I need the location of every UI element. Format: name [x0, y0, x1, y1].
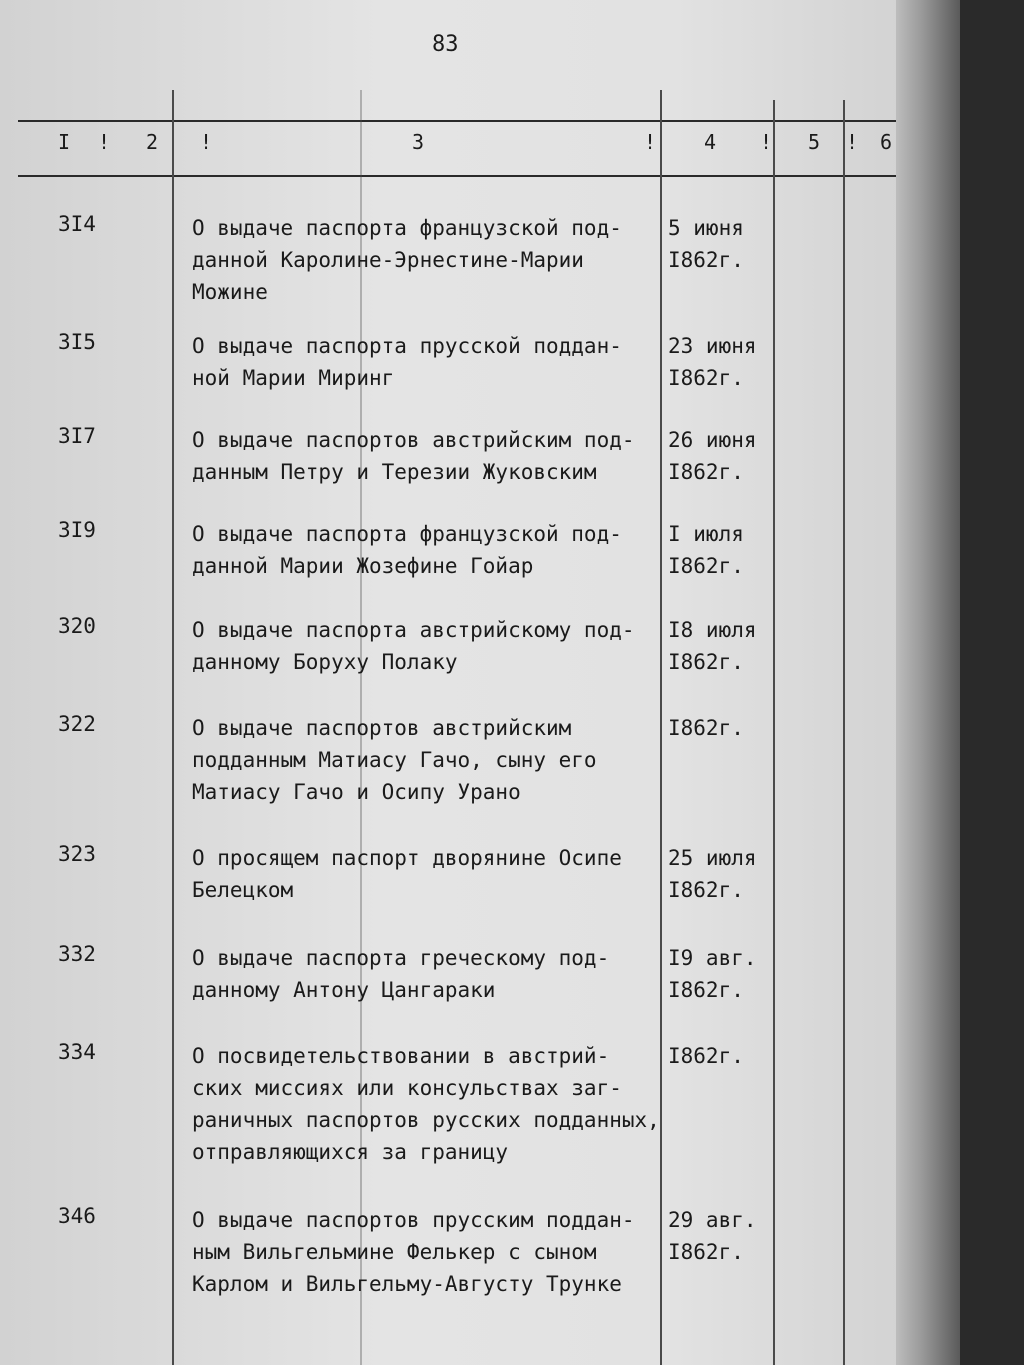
entry-title	[192, 330, 692, 394]
entry-date-line: I8 июля	[668, 618, 757, 642]
entry-date-line: I9 авг.	[668, 946, 757, 970]
entry-number: 3I4	[58, 212, 96, 236]
entry-number: 346	[58, 1204, 96, 1228]
entry-date-line: 23 июня	[668, 334, 757, 358]
entry-date	[668, 842, 757, 906]
page-number: 83	[432, 32, 459, 57]
entry-date-line: 5 июня	[668, 216, 744, 240]
header-col-5: 5	[808, 130, 821, 154]
entry-number: 322	[58, 712, 96, 736]
entry-title-line: О выдаче паспортов австрийским	[192, 716, 572, 740]
entry-date-line: I862г.	[668, 1240, 744, 1264]
entry-title-line: О выдаче паспортов австрийским под-	[192, 428, 635, 452]
entry-title-line: О выдаче паспорта прусской поддан-	[192, 334, 622, 358]
entry-title-line: Карлом и Вильгельму-Августу Трунке	[192, 1272, 622, 1296]
entry-date	[668, 712, 744, 744]
entry-title-line: данному Антону Цангараки	[192, 978, 496, 1002]
entry-title-line: отправляющихся за границу	[192, 1140, 509, 1164]
header-sep: !	[760, 130, 773, 154]
entry-date	[668, 212, 744, 276]
header-sep: !	[200, 130, 213, 154]
entry-date-line: I862г.	[668, 716, 744, 740]
entry-title-line: Матиасу Гачо и Осипу Урано	[192, 780, 521, 804]
entry-title-line: О выдаче паспорта французской под-	[192, 522, 622, 546]
entry-title	[192, 1040, 692, 1168]
entry-title-line: О выдаче паспорта французской под-	[192, 216, 622, 240]
entry-title	[192, 942, 692, 1006]
entry-number: 332	[58, 942, 96, 966]
header-sep: !	[846, 130, 859, 154]
entry-date-line: I862г.	[668, 878, 744, 902]
entry-date-line: I июля	[668, 522, 744, 546]
entry-title-line: ских миссиях или консульствах заг-	[192, 1076, 622, 1100]
entry-title-line: О выдаче паспортов прусским поддан-	[192, 1208, 635, 1232]
entry-number: 320	[58, 614, 96, 638]
entry-title-line: ной Марии Миринг	[192, 366, 395, 390]
entry-date-line: 25 июля	[668, 846, 757, 870]
entry-title-line: данной Каролине-Эрнестине-Марии	[192, 248, 584, 272]
column-divider	[773, 100, 775, 1365]
entry-title	[192, 842, 692, 906]
entry-number: 323	[58, 842, 96, 866]
page-edge-shadow	[896, 0, 960, 1365]
entry-title-line: Белецком	[192, 878, 294, 902]
entry-title	[192, 424, 692, 488]
entry-date	[668, 1040, 744, 1072]
header-bottom-rule	[18, 175, 918, 177]
entry-title	[192, 712, 692, 808]
entry-date-line: I862г.	[668, 1044, 744, 1068]
entry-number: 3I9	[58, 518, 96, 542]
entry-title-line: раничных паспортов русских подданных,	[192, 1108, 660, 1132]
header-col-3: 3	[412, 130, 425, 154]
entry-date	[668, 330, 757, 394]
entry-date-line: 29 авг.	[668, 1208, 757, 1232]
entry-date	[668, 942, 757, 1006]
header-col-4: 4	[704, 130, 717, 154]
entry-date-line: I862г.	[668, 248, 744, 272]
column-divider	[172, 90, 174, 1365]
entry-title	[192, 1204, 692, 1300]
entry-title-line: подданным Матиасу Гачо, сыну его	[192, 748, 597, 772]
entry-title-line: О выдаче паспорта австрийскому под-	[192, 618, 635, 642]
entry-title-line: О просящем паспорт дворянине Осипе	[192, 846, 622, 870]
entry-title-line: О посвидетельствовании в австрий-	[192, 1044, 610, 1068]
entry-date	[668, 1204, 757, 1268]
header-sep: !	[644, 130, 657, 154]
entry-number: 3I7	[58, 424, 96, 448]
entry-date-line: I862г.	[668, 650, 744, 674]
entry-date	[668, 424, 757, 488]
entry-title-line: данному Боруху Полаку	[192, 650, 458, 674]
header-sep: !	[98, 130, 111, 154]
entry-date-line: I862г.	[668, 554, 744, 578]
entry-number: 334	[58, 1040, 96, 1064]
entry-title-line: О выдаче паспорта греческому под-	[192, 946, 610, 970]
entry-date-line: I862г.	[668, 460, 744, 484]
entry-title	[192, 212, 692, 308]
entry-title	[192, 614, 692, 678]
entry-date-line: 26 июня	[668, 428, 757, 452]
entry-date-line: I862г.	[668, 978, 744, 1002]
header-col-6: 6	[880, 130, 893, 154]
entry-title	[192, 518, 692, 582]
header-col-2: 2	[146, 130, 159, 154]
entry-date	[668, 518, 744, 582]
entry-title-line: Можине	[192, 280, 268, 304]
column-divider	[843, 100, 845, 1365]
entry-date-line: I862г.	[668, 366, 744, 390]
entry-title-line: данной Марии Жозефине Гойар	[192, 554, 534, 578]
header-col-1: I	[58, 130, 71, 154]
entry-title-line: ным Вильгельмине Фелькер с сыном	[192, 1240, 597, 1264]
entry-title-line: данным Петру и Терезии Жуковским	[192, 460, 597, 484]
entry-date	[668, 614, 757, 678]
entry-number: 3I5	[58, 330, 96, 354]
